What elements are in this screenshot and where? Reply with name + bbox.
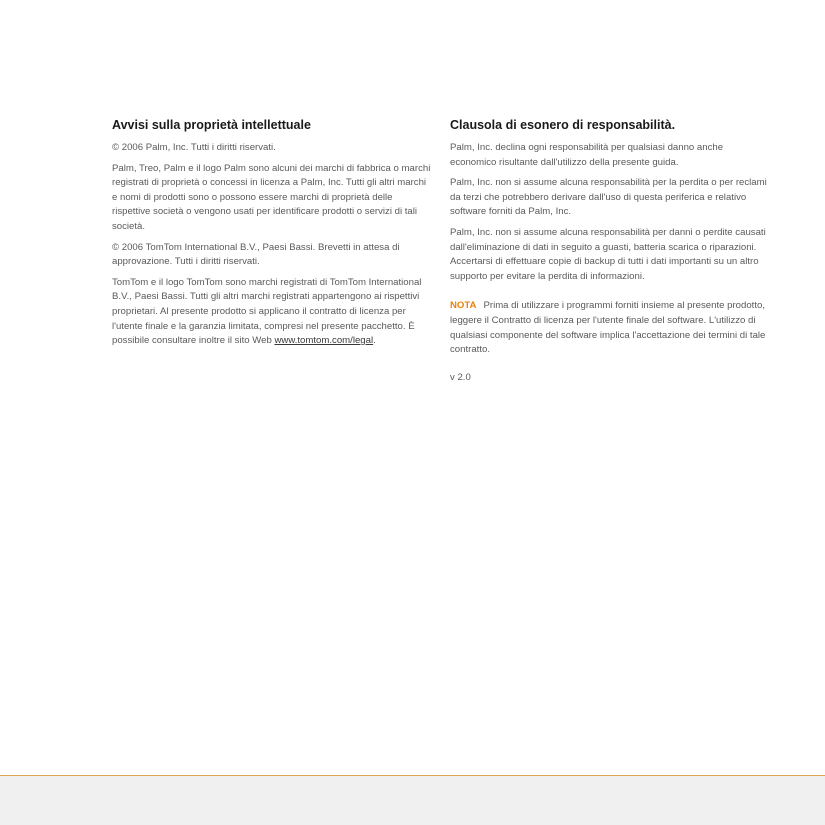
- disclaimer-paragraph-1: Palm, Inc. declina ogni responsabilità per qualsiasi danno anche economico risultante dall'utilizzo della presente guida.: [450, 142, 724, 168]
- palm-trademarks: Palm, Treo, Palm e il logo Palm sono alcuni dei marchi di fabbrica o marchi registrati di proprietà o concessi in licenza a Palm, Inc. Tutti gli altri marchi e nomi di prodotti sono o possono essere marchi di proprietà delle rispettive società o vengono usati per identificare prodotti o servizi di tali società.: [112, 162, 431, 232]
- note-text: Prima di utilizzare i programmi forniti insieme al presente prodotto, leggere il Contratto di licenza per l'utente finale del software. L'utilizzo di qualsiasi componente del software implica l'accettazione dei termini di tale contratto.: [450, 300, 766, 356]
- right-column: [450, 117, 772, 385]
- ip-notice-heading: Avvisi sulla proprietà intellettuale: [112, 118, 311, 132]
- tomtom-copyright: © 2006 TomTom International B.V., Paesi Bassi. Brevetti in attesa di approvazione. Tutti i diritti riservati.: [112, 241, 400, 268]
- tomtom-trademarks: [112, 276, 432, 349]
- disclaimer-heading: Clausola di esonero di responsabilità.: [450, 118, 676, 132]
- left-column: [112, 117, 432, 355]
- palm-copyright: © 2006 Palm, Inc. Tutti i diritti riservati.: [112, 142, 276, 153]
- footer-band: [0, 776, 825, 825]
- disclaimer-paragraph-3: Palm, Inc. non si assume alcuna responsabilità per danni o perdite causati dall'eliminazione di dati in seguito a guasti, batteria scarica o riparazioni. Accertarsi di effettuare copie di backup di tutti i dati importanti su un altro supporto per evitare la perdita di informazioni.: [450, 226, 766, 282]
- note-label: NOTA: [450, 300, 477, 312]
- tomtom-trademarks-end: .: [373, 335, 376, 347]
- version-label: v 2.0: [450, 371, 471, 383]
- tomtom-trademarks-text: TomTom e il logo TomTom sono marchi registrati di TomTom International B.V., Paesi Bassi. Tutti gli altri marchi registrati appartengono ai rispettivi proprietari. Al presente prodotto si applicano il contratto di licenza per l'utente finale e la garanzia limitata, compresi nel presente pacchetto. È possibile consultare inoltre il sito Web: [112, 276, 422, 347]
- tomtom-legal-link[interactable]: www.tomtom.com/legal: [274, 335, 374, 347]
- disclaimer-paragraph-2: Palm, Inc. non si assume alcuna responsabilità per la perdita o per reclami da terzi che potrebbero derivare dall'uso di questa periferica e relativo software forniti da Palm, Inc.: [450, 177, 767, 218]
- note-paragraph: [450, 299, 772, 357]
